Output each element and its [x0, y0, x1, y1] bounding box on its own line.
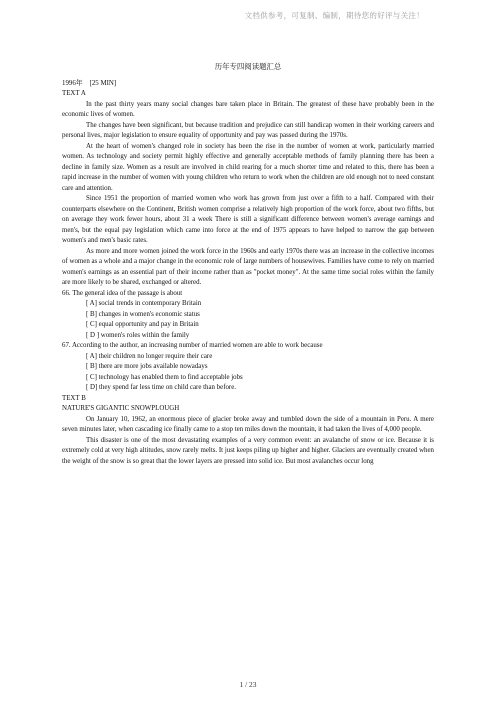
text-a-paragraph: As more and more women joined the work force in the 1960s and early 1970s there was an increase in the collective incomes of women as a whole and a major change in the economic role of large numbers of housewives. Families have come to rely on married women's earnings as an essential part of their income rather than as "pocket money". At the same time social roles within the family are more likely to be shared, exchanged or altered.	[62, 247, 434, 286]
text-a-paragraph: The changes have been significant, but because tradition and prejudice can still handicap women in their working careers and personal lives, major legislation to ensure equality of opportunity and pay was passed during the 1970s.	[62, 121, 434, 139]
text-a-paragraph: Since 1951 the proportion of married women who work has grown from just over a fifth to a half. Compared with their counterparts elsewhere on the Continent, British women comprise a relatively high proportion of the work force, about two fifths, but on average they work fewer hours, about 31 a week There is still a significant difference between women's average earnings and men's, but the equal pay legislation which came into force at the end of 1975 appears to have helped to narrow the gap between women's and men's basic rates.	[62, 195, 434, 244]
question-66-option-b: [ B] changes in women's economic status	[86, 310, 200, 318]
document-title: 历年专四阅读题汇总	[214, 62, 282, 71]
question-66-option-d: [ D ] women's roles within the family	[86, 331, 190, 339]
question-67-option-d: [ D] they spend far less time on child care than before.	[86, 384, 237, 391]
text-b-heading: NATURE'S GIGANTIC SNOWPLOUGH	[62, 405, 180, 412]
question-67-option-a: [ A] their children no longer require their care	[86, 352, 213, 360]
text-a-paragraph: In the past thirty years many social changes bare taken place in Britain. The greatest of these have probably been in the economic lives of women.	[62, 100, 434, 118]
text-a-label: TEXT A	[62, 90, 86, 97]
question-66-option-c: [ C] equal opportunity and pay in Britain	[86, 321, 199, 328]
header-note: 文档供参考，可复制、编制，期待您的好评与关注！	[244, 11, 424, 20]
text-b-paragraph: This disaster is one of the most devastating examples of a very common event: an avalanche of snow or ice. Because it is extremely cold at very high altitudes, snow rarely melts. It just keeps piling up higher and higher. Glaciers are eventually created when the weight of the snow is so great that the lower layers are pressed into solid ice. But most avalanches occur long	[62, 436, 434, 465]
question-66-option-a: [ A] social trends in contemporary Britain	[86, 300, 202, 307]
document-page	[62, 54, 434, 467]
question-67-option-c: [ C] technology has enabled them to find acceptable jobs	[86, 373, 243, 381]
question-67-option-b: [ B] there are more jobs available nowadays	[86, 363, 208, 370]
year-time-line: 1996年 [25 MIN]	[62, 79, 117, 87]
question-67-stem: 67. According to the author, an increasing number of married women are able to work because	[62, 342, 323, 349]
page-number: 1 / 23	[239, 680, 257, 689]
text-b-label: TEXT B	[62, 394, 86, 402]
text-a-paragraph: At the heart of women's changed role in society has been the rise in the number of women at work, particularly married women. As technology and society permit highly effective and generally acceptable methods of family planning there has been a decline in family size. Women as a result are involved in child rearing for a much shorter time and related to this, there has been a rapid increase in the number of women with young children who return to work when the children are old enough not to need constant care and attention.	[62, 142, 434, 192]
question-66-stem: 66. The general idea of the passage is about	[62, 289, 183, 297]
text-b-paragraph: On January 10, 1962, an enormous piece of glacier broke away and tumbled down the side of a mountain in Peru. A mere seven minutes later, when cascading ice finally came to a stop ten miles down the mountain, it had taken the lives of 4,000 people.	[62, 415, 434, 433]
